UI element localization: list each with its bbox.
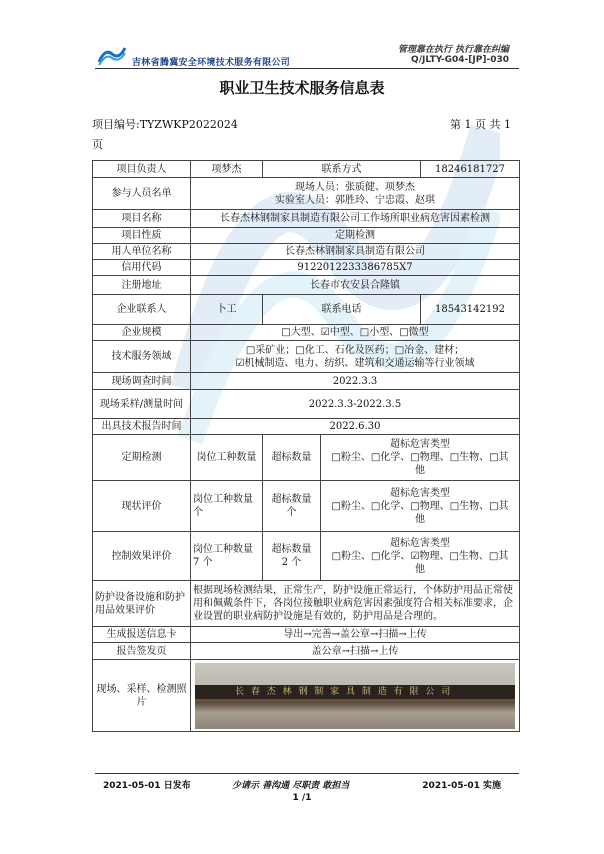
protect-value: 根据现场检测结果，正常生产，防护设施正常运行，个体防护用品正常使用和佩戴条件下，各岗位接触职业病危害因素强度符合相关标准要求，企业设置的职业病防护设施是有效的，防护用品是合理的。 [191,581,520,627]
table-row [93,228,520,244]
enterprise-phone-value: 18543142192 [421,295,520,325]
project-name-value: 长春杰林钢制家具制造有限公司工作场所职业病危害因素检测 [191,210,520,228]
document-code: Q/JLTY-G04-[JP]-030 [411,55,509,65]
footer-divider [95,773,519,774]
table-row [93,419,520,435]
header-slogan: 管理靠在执行 执行靠在纠编 [397,45,509,55]
table-row [93,627,520,643]
control-posts-count: 7 个 [193,557,213,568]
scale-label: 企业规模 [93,325,191,341]
members-value [191,178,520,210]
domain-label: 技术服务领域 [93,341,191,373]
current-hazard-options: □粉尘、□化学、□物理、□生物、□其 [331,500,509,512]
employer-label: 用人单位名称 [93,244,191,260]
members-label: 参与人员名单 [93,178,191,210]
header-divider [95,68,519,69]
current-exceed-cell [263,481,321,532]
contact-label: 联系方式 [263,161,421,178]
signboard-text: 长 春 杰 林 钢 制 家 具 制 造 有 限 公 司 [235,686,453,697]
control-exceed-cell [263,532,321,581]
address-value: 长春市农安县合隆镇 [191,276,520,295]
control-hazard-tail: 他 [415,563,425,575]
leader-label: 项目负责人 [93,161,191,178]
table-row [93,481,520,532]
page-info: 第 1 页 共 1 [450,118,511,131]
current-exceed-unit: 个 [286,507,297,518]
employer-value: 长春杰林钢制家具制造有限公司 [191,244,520,260]
table-row [93,532,520,581]
table-row [93,244,520,260]
control-hazard-options: □粉尘、□化学、☑物理、□生物、□其 [331,550,509,562]
project-number: 项目编号:TYZWKP2022024 [92,118,238,131]
photo-label: 现场、采样、检测照片 [93,660,191,732]
sampling-label: 现场采样/测量时间 [93,390,191,419]
table-row [93,341,520,373]
current-label: 现状评价 [93,481,191,532]
page-number: 1 /1 [292,793,312,803]
table-row [93,390,520,419]
nature-value: 定期检测 [191,228,520,244]
protect-label: 防护设备设施和防护用品效果评价 [93,581,191,627]
report-info-label: 生成报送信息卡 [93,627,191,643]
enterprise-contact-label: 企业联系人 [93,295,191,325]
control-hazard-cell [321,532,520,581]
current-hazard-title: 超标危害类型 [390,487,450,499]
company-name: 吉林省腾冀安全环境技术服务有限公司 [132,58,291,68]
table-row [93,210,520,228]
credit-label: 信用代码 [93,260,191,276]
periodic-posts-label: 岗位工种数量 [191,435,263,481]
contact-value: 18246181727 [421,161,520,178]
members-line-2: 实验室人员：郭胜玲、宁忠霞、赵琪 [275,194,435,206]
periodic-hazard-title: 超标危害类型 [390,439,450,450]
domain-line-1: □采矿业；□化工、石化及医药；□冶金、建材； [245,344,465,356]
periodic-hazard-options: □粉尘、□化学、□物理、□生物、□其 [331,452,509,463]
control-posts-cell [191,532,263,581]
control-label: 控制效果评价 [93,532,191,581]
table-row [93,161,520,178]
enterprise-contact-value: 卜工 [191,295,263,325]
page-info-continued: 页 [92,138,103,151]
report-time-value: 2022.6.30 [191,419,520,435]
page-header [0,0,604,80]
nature-label: 项目性质 [93,228,191,244]
project-name-label: 项目名称 [93,210,191,228]
current-hazard-tail: 他 [415,513,425,525]
issue-date: 2021-05-01 日发布 [103,781,191,791]
photo-cell [191,660,520,732]
sampling-value: 2022.3.3-2022.3.5 [191,390,520,419]
table-row [93,295,520,325]
table-row [93,276,520,295]
scale-value: □大型、☑中型、□小型、□微型 [191,325,520,341]
report-sign-value: 盖公章→扫描→上传 [191,643,520,660]
current-exceed-label: 超标数量 [271,494,312,505]
report-sign-label: 报告签发页 [93,643,191,660]
address-label: 注册地址 [93,276,191,295]
implement-date: 2021-05-01 实施 [422,781,501,791]
report-info-value: 导出→完善→盖公章→扫描→上传 [191,627,520,643]
control-exceed-count: 2 个 [281,557,302,568]
footer-motto: 少请示 善沟通 尽职责 敢担当 [232,781,350,791]
current-posts-cell [191,481,263,532]
wave-logo-icon [97,44,127,66]
page-title: 职业卫生技术服务信息表 [219,79,385,97]
periodic-label: 定期检测 [93,435,191,481]
control-hazard-title: 超标危害类型 [390,537,450,549]
periodic-hazard-cell [321,435,520,481]
table-row [93,581,520,627]
table-row [93,325,520,341]
members-line-1: 现场人员：张质健、项梦杰 [295,181,415,193]
table-row [93,260,520,276]
table-row [93,373,520,390]
leader-value: 项梦杰 [191,161,263,178]
photo-signboard [195,685,515,699]
current-hazard-cell [321,481,520,532]
domain-line-2: ☑机械制造、电力、纺织、建筑和交通运输等行业领域 [235,357,475,369]
report-time-label: 出具技术报告时间 [93,419,191,435]
domain-value [191,341,520,373]
table-row [93,660,520,732]
info-table [92,160,520,732]
table-row [93,643,520,660]
periodic-exceed-label: 超标数量 [263,435,321,481]
table-row [93,178,520,210]
periodic-hazard-tail: 他 [415,465,425,476]
site-photo [195,663,515,729]
survey-time-label: 现场调查时间 [93,373,191,390]
current-posts-label: 岗位工种数量 [193,494,253,505]
credit-value: 9122012233386785X7 [191,260,520,276]
table-row [93,435,520,481]
control-exceed-label: 超标数量 [271,544,312,555]
current-posts-unit: 个 [193,507,203,518]
survey-time-value: 2022.3.3 [191,373,520,390]
control-posts-label: 岗位工种数量 [193,544,253,555]
enterprise-phone-label: 联系电话 [263,295,421,325]
